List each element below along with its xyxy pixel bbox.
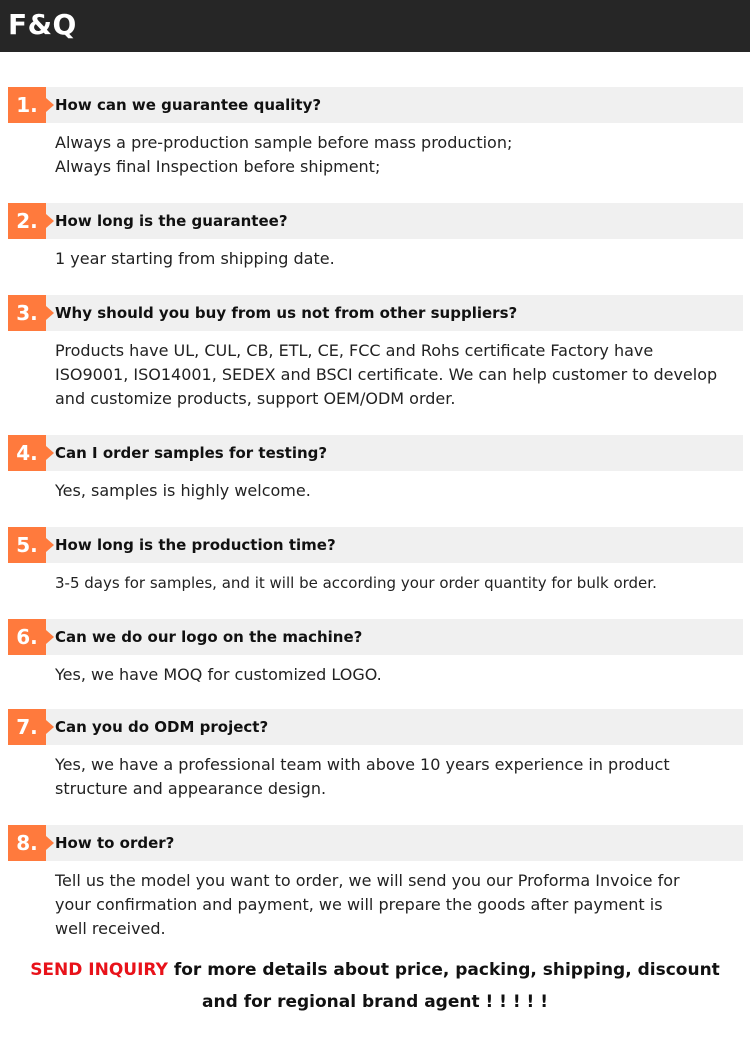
question-text: Can I order samples for testing? xyxy=(55,444,328,462)
question-text: How can we guarantee quality? xyxy=(55,96,322,114)
question-bar xyxy=(8,87,743,123)
answer-line: your confirmation and payment, we will prepare the goods after payment is xyxy=(55,895,663,914)
answer-text xyxy=(55,869,705,941)
question-bar xyxy=(8,619,743,655)
footer-line-1 xyxy=(0,954,750,986)
answer-line: well received. xyxy=(55,919,166,938)
answer-line: Products have UL, CUL, CB, ETL, CE, FCC and Rohs certificate Factory have xyxy=(55,341,654,360)
inquiry-footer xyxy=(0,954,750,1018)
answer-line: Yes, samples is highly welcome. xyxy=(55,481,311,500)
answer-text xyxy=(55,131,705,179)
page-header xyxy=(0,0,750,52)
number-badge: 3. xyxy=(8,295,46,331)
send-inquiry-link[interactable]: SEND INQUIRY xyxy=(30,960,168,980)
answer-line: Yes, we have a professional team with above 10 years experience in product xyxy=(55,755,670,774)
number-badge: 5. xyxy=(8,527,46,563)
question-text: How to order? xyxy=(55,834,175,852)
answer-text xyxy=(55,247,705,271)
answer-line: and customize products, support OEM/ODM order. xyxy=(55,389,456,408)
answer-line: Always final Inspection before shipment; xyxy=(55,157,381,176)
question-bar xyxy=(8,709,743,745)
question-text: Can we do our logo on the machine? xyxy=(55,628,363,646)
answer-line: Tell us the model you want to order, we will send you our Proforma Invoice for xyxy=(55,871,680,890)
question-bar xyxy=(8,435,743,471)
answer-line: ISO9001, ISO14001, SEDEX and BSCI certificate. We can help customer to develop xyxy=(55,365,718,384)
page-title: F&Q xyxy=(8,8,77,41)
question-text: Can you do ODM project? xyxy=(55,718,269,736)
answer-text xyxy=(55,753,705,801)
question-bar xyxy=(8,203,743,239)
answer-text xyxy=(55,663,705,687)
question-text: Why should you buy from us not from other suppliers? xyxy=(55,304,518,322)
answer-line: Yes, we have MOQ for customized LOGO. xyxy=(55,665,382,684)
number-badge: 2. xyxy=(8,203,46,239)
number-badge: 7. xyxy=(8,709,46,745)
number-badge: 4. xyxy=(8,435,46,471)
footer-line-2: and for regional brand agent ! ! ! ! ! xyxy=(202,992,548,1012)
question-text: How long is the guarantee? xyxy=(55,212,288,230)
question-bar xyxy=(8,295,743,331)
question-bar xyxy=(8,527,743,563)
answer-text xyxy=(55,571,705,595)
footer-line-1-text: for more details about price, packing, shipping, discount xyxy=(167,960,720,980)
answer-line: 1 year starting from shipping date. xyxy=(55,249,335,268)
answer-line: Always a pre-production sample before mass production; xyxy=(55,133,513,152)
question-text: How long is the production time? xyxy=(55,536,336,554)
number-badge: 1. xyxy=(8,87,46,123)
number-badge: 6. xyxy=(8,619,46,655)
answer-line: 3-5 days for samples, and it will be according your order quantity for bulk order. xyxy=(55,574,657,592)
answer-text xyxy=(55,339,718,411)
question-bar xyxy=(8,825,743,861)
answer-line: structure and appearance design. xyxy=(55,779,327,798)
number-badge: 8. xyxy=(8,825,46,861)
answer-text xyxy=(55,479,705,503)
